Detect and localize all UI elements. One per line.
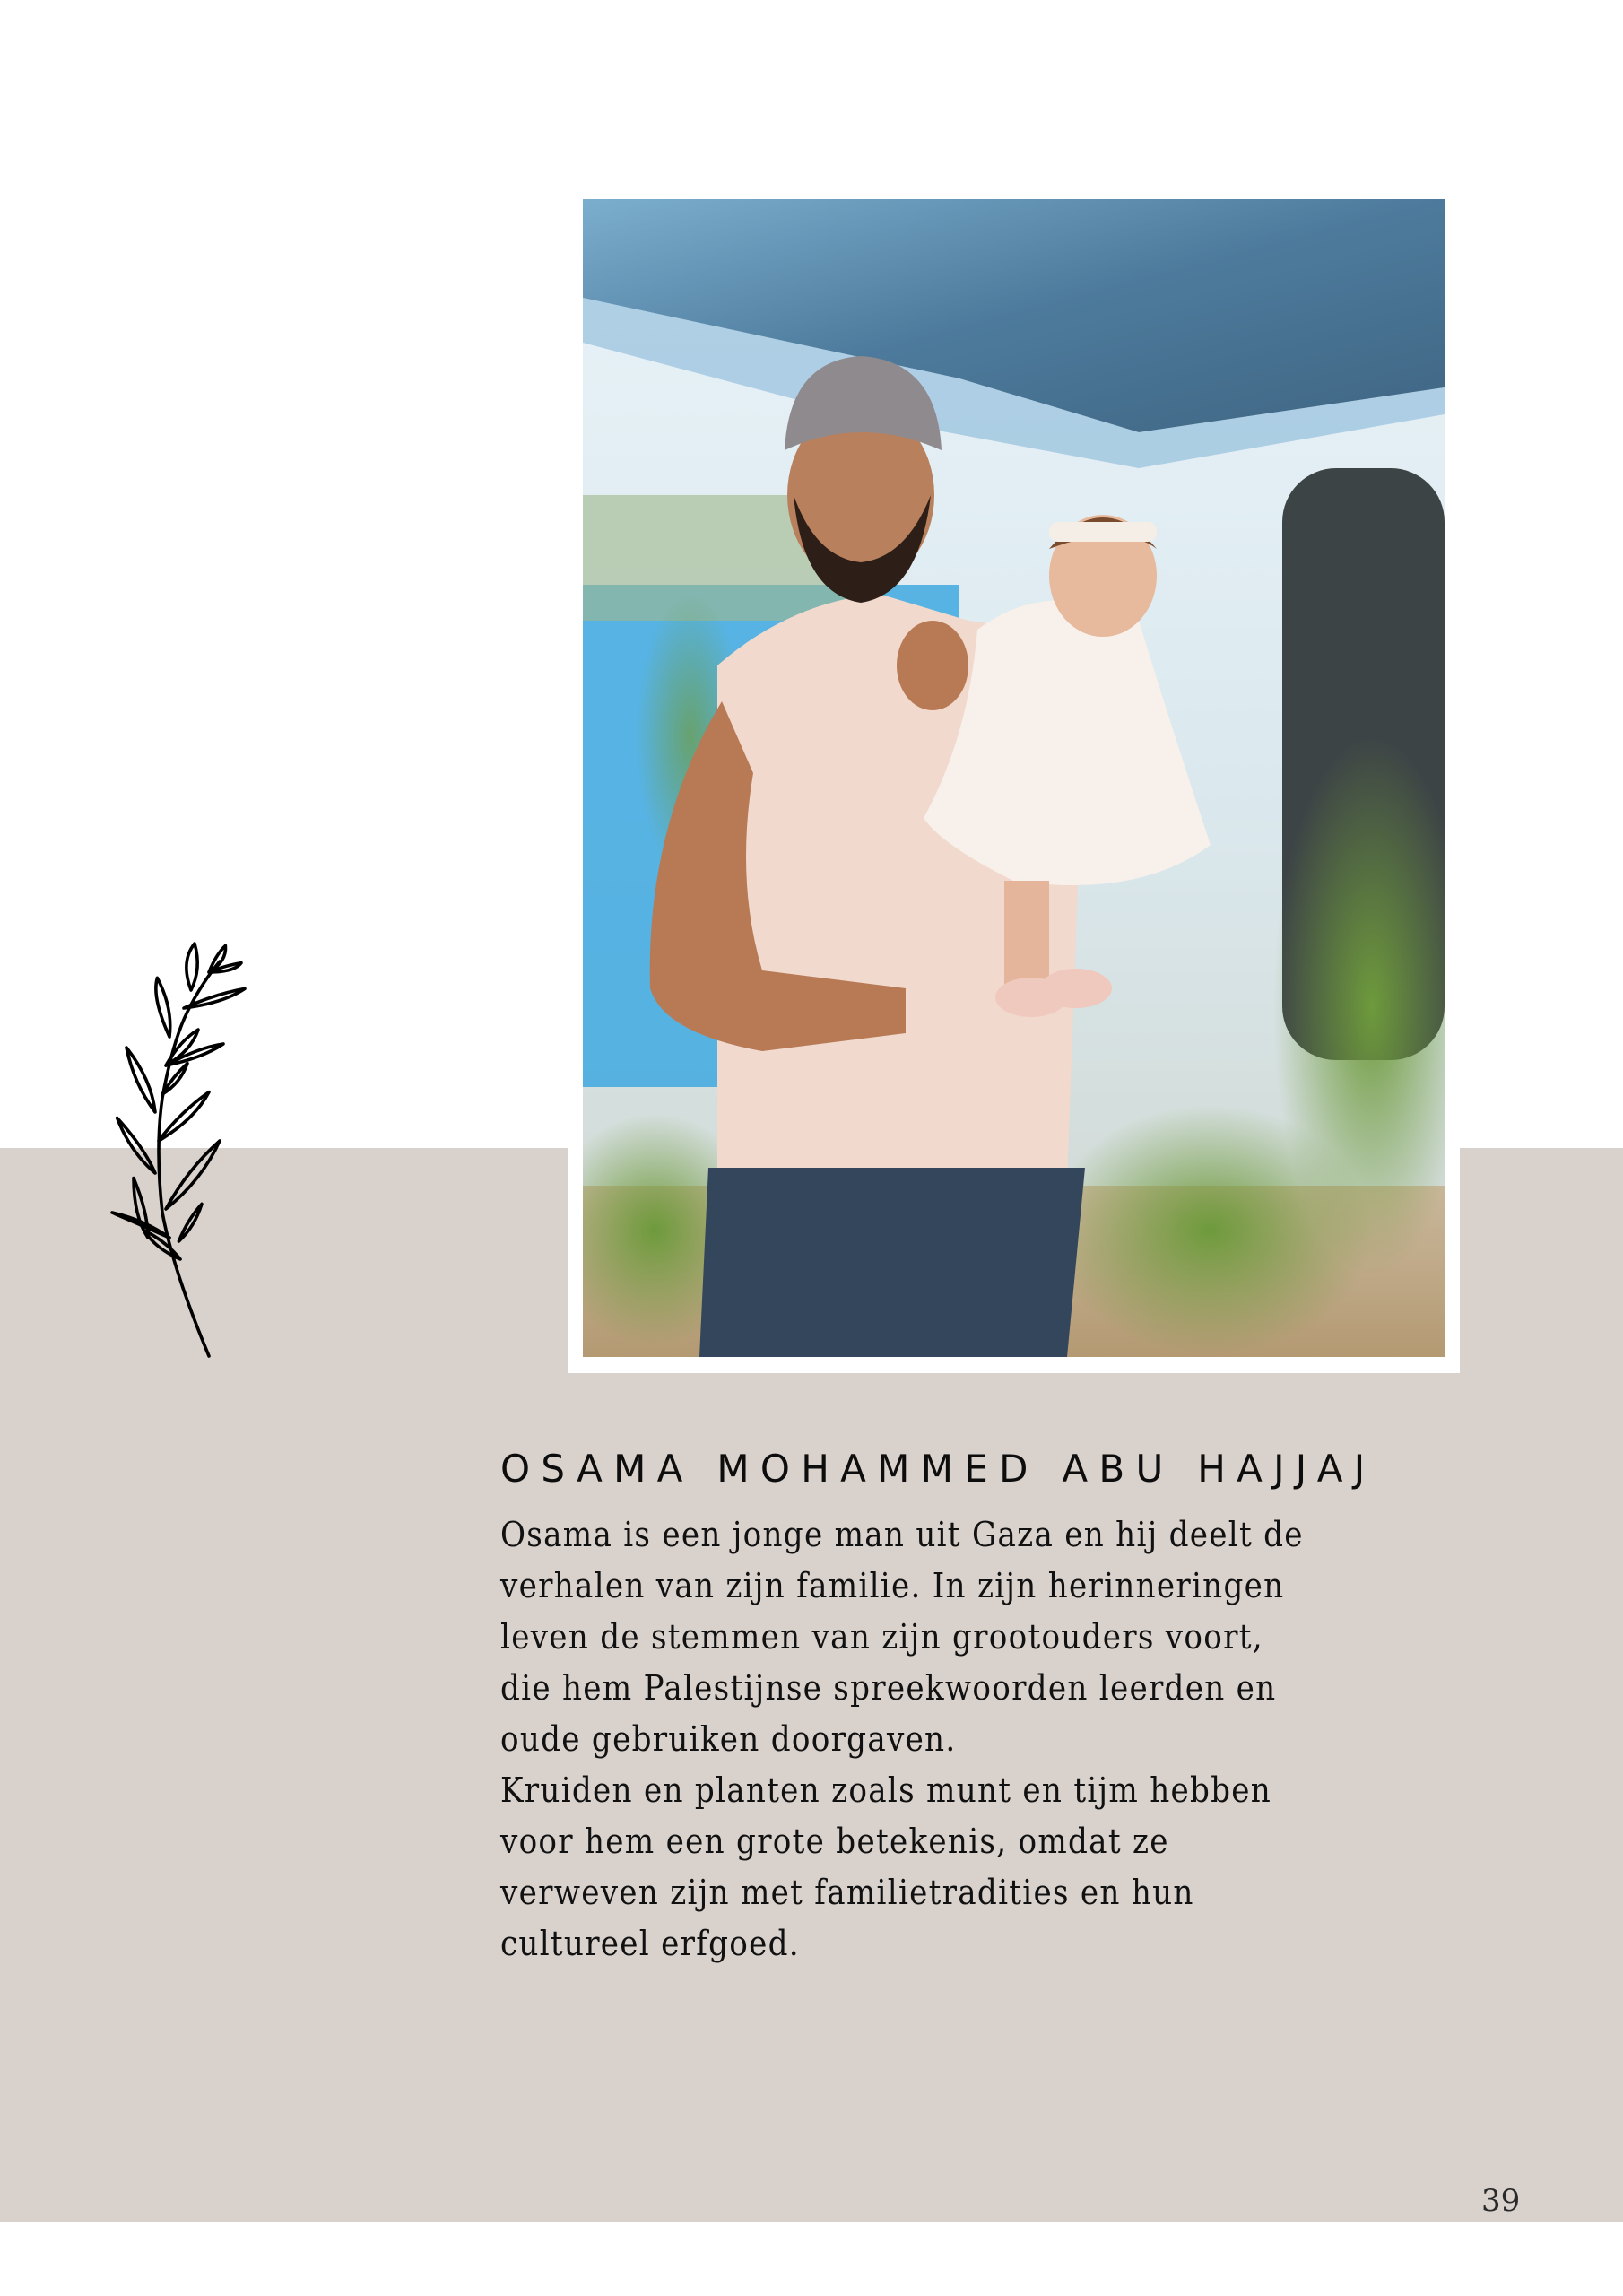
bio-line: oude gebruiken doorgaven. — [500, 1719, 957, 1759]
bio-line: verweven zijn met familietradities en hun — [500, 1873, 1194, 1912]
bio-line: voor hem een grote betekenis, omdat ze — [500, 1822, 1169, 1861]
photo-illustration — [583, 199, 1445, 1357]
page-number: 39 — [1481, 2183, 1521, 2219]
olive-branch-icon — [94, 888, 273, 1408]
bio-line: cultureel erfgoed. — [500, 1924, 800, 1963]
person-name-heading: OSAMA MOHAMMED ABU HAJJAJ — [500, 1447, 1376, 1491]
portrait-photo — [583, 199, 1445, 1357]
olive-branch-drawing — [94, 888, 273, 1408]
bio-paragraph — [500, 1509, 1372, 1970]
bio-line: Kruiden en planten zoals munt en tijm hebben — [500, 1770, 1272, 1810]
bio-line: leven de stemmen van zijn grootouders voort, — [500, 1617, 1263, 1657]
bio-line: Osama is een jonge man uit Gaza en hij deelt de — [500, 1515, 1304, 1554]
bio-line: verhalen van zijn familie. In zijn herinneringen — [500, 1566, 1285, 1605]
bio-line: die hem Palestijnse spreekwoorden leerden en — [500, 1668, 1277, 1708]
